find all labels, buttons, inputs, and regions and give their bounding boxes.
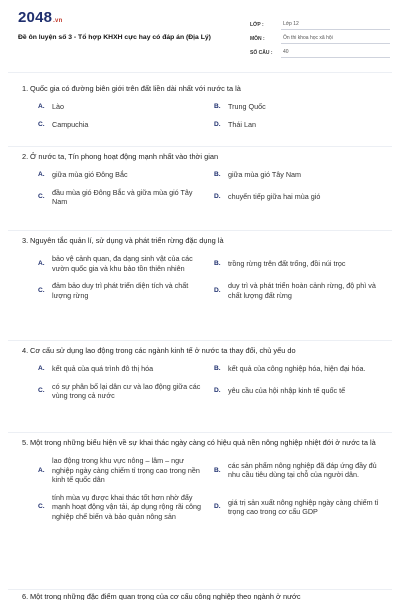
meta-row-subject — [250, 30, 390, 44]
question-6 — [8, 592, 392, 600]
question-text: Ở nước ta, Tín phong hoạt động mạnh nhất vào thời gian — [30, 152, 219, 161]
option-text: Trung Quốc — [228, 102, 266, 111]
option-d[interactable] — [214, 281, 390, 300]
option-text: đầu mùa gió Đông Bắc và giữa mùa gió Tây Nam — [52, 187, 193, 207]
option-b[interactable] — [214, 456, 390, 485]
option-letter: C. — [38, 120, 45, 128]
meta-value: 40 — [281, 49, 390, 58]
option-letter: A. — [38, 171, 45, 178]
meta-row-count — [250, 44, 390, 58]
question-divider — [8, 589, 392, 590]
option-text: trồng rừng trên đất trống, đồi núi trọc — [228, 258, 346, 268]
question-text: Nguyên tắc quản lí, sử dụng và phát triển rừng đặc dụng là — [30, 236, 224, 245]
question-divider — [8, 340, 392, 341]
option-list — [8, 364, 392, 401]
option-c[interactable] — [38, 120, 214, 130]
option-letter: A. — [38, 365, 45, 372]
site-logo[interactable] — [18, 9, 62, 26]
option-text: tính mùa vụ được khai thác tốt hơn nhờ đẩy mạnh hoạt động vận tải, áp dụng rộng rãi công nghiệp chế biến và bảo quản nông sản — [52, 492, 202, 521]
option-text: giữa mùa gió Tây Nam — [228, 170, 301, 179]
option-list — [8, 170, 392, 207]
option-b[interactable] — [214, 254, 390, 273]
option-letter: D. — [214, 120, 221, 128]
option-letter: A. — [38, 103, 45, 110]
option-text: Thái Lan — [228, 119, 256, 129]
option-d[interactable] — [214, 120, 390, 130]
option-letter: B. — [214, 466, 221, 474]
logo-text: 2048 — [18, 9, 53, 26]
option-letter: D. — [214, 387, 221, 395]
option-text: chuyển tiếp giữa hai mùa gió — [228, 192, 321, 202]
option-a[interactable] — [38, 102, 214, 112]
question-5 — [8, 438, 392, 522]
meta-value: Lớp 12 — [281, 21, 390, 30]
option-list — [8, 102, 392, 129]
option-text: Campuchia — [52, 119, 89, 129]
option-text: các sản phẩm nông nghiệp đã đáp ứng đầy đủ nhu cầu tiêu dùng tại chỗ của người dân. — [228, 460, 377, 480]
option-letter: A. — [38, 466, 45, 474]
question-divider — [8, 230, 392, 231]
exam-sheet — [8, 4, 392, 600]
option-letter: C. — [38, 286, 45, 294]
option-list — [8, 254, 392, 300]
option-letter: C. — [38, 503, 45, 511]
question-number: 5. — [22, 438, 29, 447]
option-text: Lào — [52, 102, 64, 111]
meta-key: SỐ CÂU : — [250, 50, 273, 56]
question-text: Quốc gia có đường biên giới trên đất liền dài nhất với nước ta là — [30, 84, 241, 93]
meta-row-class — [250, 16, 390, 30]
question-number: 3. — [22, 236, 29, 245]
question-stem — [8, 152, 392, 162]
option-b[interactable] — [214, 170, 390, 180]
question-stem — [8, 438, 392, 448]
option-letter: D. — [214, 193, 221, 201]
question-stem — [8, 236, 392, 246]
option-a[interactable] — [38, 456, 214, 485]
question-stem — [8, 592, 392, 600]
header-divider — [8, 72, 392, 73]
option-text: bảo vệ cảnh quan, đa dạng sinh vật của các vườn quốc gia và khu bảo tồn thiên nhiên — [52, 254, 193, 273]
question-number: 2. — [22, 152, 29, 161]
question-number: 6. — [22, 592, 29, 600]
option-text: giữa mùa gió Đông Bắc — [52, 170, 128, 179]
question-number: 1. — [22, 84, 29, 93]
question-4 — [8, 346, 392, 401]
question-text: Một trong những biểu hiện về sự khai thác ngày càng có hiệu quả nền nông nghiệp nhiệt đới ở nước ta là — [30, 438, 376, 447]
option-c[interactable] — [38, 382, 214, 401]
question-divider — [8, 146, 392, 147]
option-d[interactable] — [214, 493, 390, 522]
option-b[interactable] — [214, 102, 390, 112]
option-text: kết quả của công nghiệp hóa, hiện đại hóa. — [228, 364, 366, 373]
question-divider — [8, 432, 392, 433]
option-text: duy trì và phát triển hoàn cảnh rừng, độ phì và chất lượng đất rừng — [228, 281, 376, 300]
option-a[interactable] — [38, 364, 214, 374]
logo-suffix: .vn — [53, 18, 63, 24]
exam-title: Đề ôn luyện số 3 - Tổ hợp KHXH cực hay có đáp án (Địa Lý) — [18, 34, 211, 41]
option-letter: D. — [214, 286, 221, 294]
option-c[interactable] — [38, 281, 214, 300]
option-letter: D. — [214, 503, 221, 511]
option-a[interactable] — [38, 170, 214, 180]
option-text: có sự phân bố lại dân cư và lao động giữa các vùng trong cả nước — [52, 381, 201, 401]
question-1 — [8, 84, 392, 129]
exam-meta — [250, 16, 390, 58]
option-a[interactable] — [38, 254, 214, 273]
option-text: giá trị sản xuất nông nghiệp ngày càng chiếm tỉ trọng cao trong cơ cấu GDP — [228, 497, 379, 517]
question-3 — [8, 236, 392, 300]
option-letter: B. — [214, 259, 221, 267]
option-letter: A. — [38, 259, 45, 267]
option-c[interactable] — [38, 188, 214, 207]
option-d[interactable] — [214, 382, 390, 401]
meta-value: Ôn thi khoa học xã hội — [281, 35, 390, 44]
option-text: kết quả của quá trình đô thị hóa — [52, 364, 154, 373]
option-letter: C. — [38, 387, 45, 395]
meta-key: LỚP : — [250, 22, 264, 28]
option-letter: C. — [38, 193, 45, 201]
meta-key: MÔN : — [250, 36, 265, 42]
question-stem — [8, 346, 392, 356]
option-letter: B. — [214, 365, 221, 372]
option-d[interactable] — [214, 188, 390, 207]
question-text: Một trong những đặc điểm quan trọng của cơ cấu công nghiệp theo ngành ở nước — [30, 592, 301, 600]
option-text: đảm bảo duy trì phát triển diện tích và chất lượng rừng — [52, 281, 189, 300]
option-b[interactable] — [214, 364, 390, 374]
option-letter: B. — [214, 103, 221, 110]
option-text: yêu cầu của hội nhập kinh tế quốc tế — [228, 386, 346, 396]
question-text: Cơ cấu sử dụng lao động trong các ngành kinh tế ở nước ta thay đổi, chủ yếu do — [30, 346, 296, 355]
option-c[interactable] — [38, 493, 214, 522]
option-list — [8, 456, 392, 522]
question-2 — [8, 152, 392, 207]
question-number: 4. — [22, 346, 29, 355]
question-stem — [8, 84, 392, 94]
option-letter: B. — [214, 171, 221, 178]
option-text: lao động trong khu vực nông – lâm – ngư nghiệp ngày càng chiếm tỉ trọng cao trong nền kinh tế quốc dân — [52, 456, 200, 485]
